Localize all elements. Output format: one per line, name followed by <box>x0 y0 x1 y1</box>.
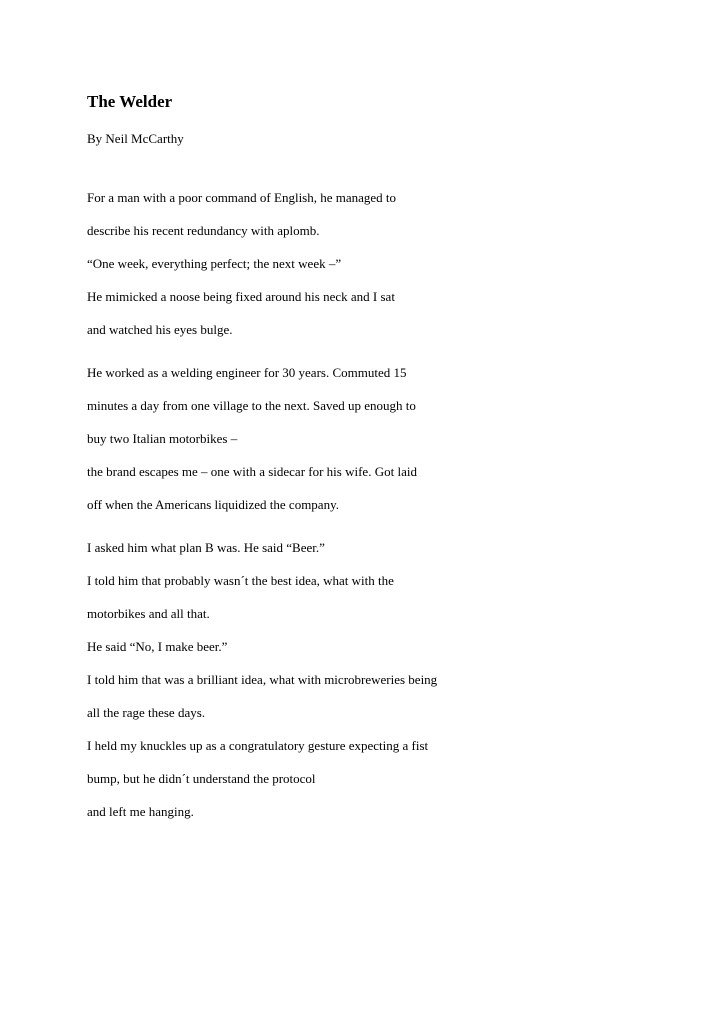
poem-line: I told him that was a brilliant idea, what with microbreweries being <box>87 672 438 687</box>
poem-line: all the rage these days. <box>87 705 206 720</box>
stanza-2 <box>87 365 647 513</box>
poem-author: By Neil McCarthy <box>87 131 184 146</box>
poem-line: For a man with a poor command of English, he managed to <box>87 190 397 205</box>
poem-line: and left me hanging. <box>87 804 194 819</box>
poem-line: buy two Italian motorbikes – <box>87 431 238 446</box>
stanza-1 <box>87 190 647 338</box>
stanza-3 <box>87 540 647 820</box>
poem-line: He worked as a welding engineer for 30 years. Commuted 15 <box>87 365 407 380</box>
poem-line: bump, but he didn´t understand the protocol <box>87 771 316 786</box>
poem-title: The Welder <box>87 92 173 111</box>
poem-line: I asked him what plan B was. He said “Beer.” <box>87 540 325 555</box>
poem-line: and watched his eyes bulge. <box>87 322 233 337</box>
poem-line: motorbikes and all that. <box>87 606 210 621</box>
poem-line: “One week, everything perfect; the next week –” <box>87 256 342 271</box>
poem-line: off when the Americans liquidized the company. <box>87 497 339 512</box>
poem-line: minutes a day from one village to the next. Saved up enough to <box>87 398 416 413</box>
poem-line: He mimicked a noose being fixed around his neck and I sat <box>87 289 395 304</box>
poem-body <box>87 190 647 847</box>
poem-line: describe his recent redundancy with aplomb. <box>87 223 320 238</box>
poem-line: I told him that probably wasn´t the best idea, what with the <box>87 573 394 588</box>
poem-line: He said “No, I make beer.” <box>87 639 228 654</box>
poem-line: I held my knuckles up as a congratulatory gesture expecting a fist <box>87 738 429 753</box>
poem-line: the brand escapes me – one with a sidecar for his wife. Got laid <box>87 464 417 479</box>
